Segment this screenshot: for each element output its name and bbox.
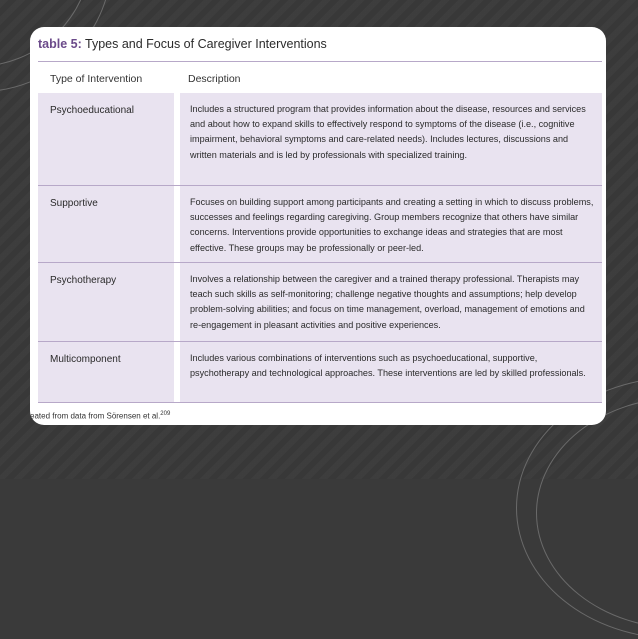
type-cell <box>38 93 174 185</box>
description-text: Focuses on building support among participants and creating a setting in which to discuss problems, successes and feelings regarding caregiving. Group members recognize that others have similar concerns. Interventions provide opportunities to exchange ideas and strategies that are most effective. These groups may be professionally or peer-led. <box>190 197 594 253</box>
description-text: Involves a relationship between the caregiver and a trained therapy professional. Therapists may teach such skills as self-monitoring; challenge negative thoughts and assumptions; help develop problem-solving abilities; and focus on time management, overload, management of emotions and re-engagement in pleasant activities and positive experiences. <box>190 274 585 330</box>
description-cell <box>180 342 602 402</box>
table-footnote <box>30 411 170 421</box>
description-cell <box>180 93 602 185</box>
slide-reflection <box>30 428 230 442</box>
description-text: Includes various combinations of interventions such as psychoeducational, supportive, psychotherapy and technological approaches. These interventions are led by skilled professionals. <box>190 353 586 379</box>
type-label: Psychotherapy <box>50 275 117 286</box>
description-cell <box>180 186 602 262</box>
slide-panel <box>30 27 606 425</box>
table-title <box>38 37 327 51</box>
type-label: Supportive <box>50 198 98 209</box>
footnote-text: eated from data from Sörensen et al. <box>30 411 161 421</box>
table-row <box>38 186 602 263</box>
type-cell <box>38 342 174 402</box>
description-cell <box>180 263 602 341</box>
type-cell <box>38 263 174 341</box>
footnote-ref: 209 <box>160 411 171 417</box>
column-header-description: Description <box>188 73 241 85</box>
table-row <box>38 342 602 403</box>
table-row <box>38 93 602 186</box>
table-title-label: table 5: <box>38 37 82 51</box>
type-cell <box>38 186 174 262</box>
type-label: Psychoeducational <box>50 105 134 116</box>
type-label: Multicomponent <box>50 354 121 365</box>
description-text: Includes a structured program that provides information about the disease, resources and services and about how to expand skills to effectively respond to symptoms of the disease (i.e., cognitive impairment, behavioral symptoms and care-related needs). Includes lectures, discussions and written materials and is led by professionals with specialized training. <box>190 104 586 160</box>
header-rule <box>38 61 602 62</box>
column-header-type: Type of Intervention <box>50 73 143 85</box>
table-row <box>38 263 602 342</box>
table-title-text: Types and Focus of Caregiver Interventions <box>81 37 327 51</box>
